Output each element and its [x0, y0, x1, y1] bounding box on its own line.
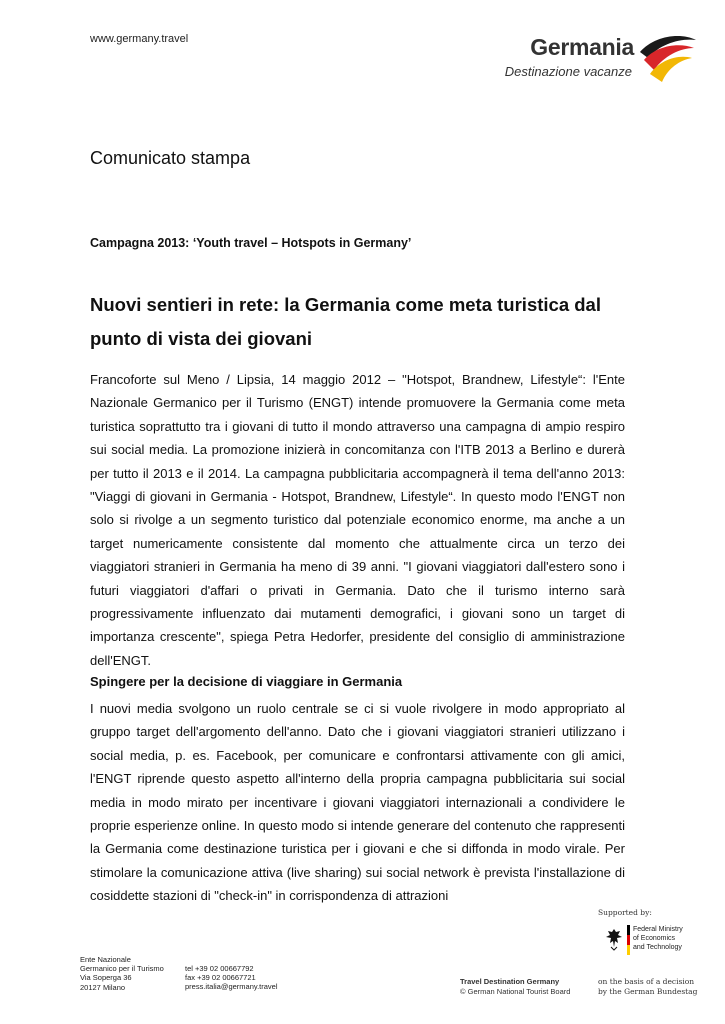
tdg-title: Travel Destination Germany	[460, 977, 560, 986]
campaign-title: Campagna 2013: ‘Youth travel – Hotspots in Germany’	[90, 236, 412, 250]
flag-red	[627, 935, 630, 945]
footer-email[interactable]: press.italia@germany.travel	[185, 982, 278, 992]
footer-city: 20127 Milano	[80, 982, 126, 992]
headline: Nuovi sentieri in rete: la Germania come meta turistica dal punto di vista dei giovani	[90, 294, 601, 349]
flag-gold	[627, 945, 630, 955]
flag-black	[627, 925, 630, 935]
logo-name: Germania	[530, 34, 634, 60]
germania-logo	[500, 34, 700, 86]
section-subheading: Spingere per la decisione di viaggiare in Germania	[90, 674, 403, 689]
footer-org-line-1: Ente Nazionale	[80, 955, 131, 964]
footer-contact	[185, 964, 278, 992]
travel-destination-germany	[460, 977, 570, 996]
ministry-text	[633, 925, 683, 952]
german-flag-bar	[627, 925, 630, 955]
ministry-line-1: Federal Ministry	[633, 926, 683, 933]
federal-eagle-icon	[605, 927, 623, 951]
body-paragraph-1: Francoforte sul Meno / Lipsia, 14 maggio 2012 – "Hotspot, Brandnew, Lifestyle“: l'Ente Nazionale Germanico per il Turismo (ENGT) intende promuovere la Germania come meta turistica soprattutto tra i giovani di tutto il mondo attraverso una campagna di ampio respiro sui social media. La promozione inizierà in concomitanza con l'ITB 2013 a Berlino e durerà per tutto il 2013 e il 2014. La campagna pubblicitaria accompagnerà il tema dell'anno 2013: "Viaggi di giovani in Germania - Hotspot, Brandnew, Lifestyle“. In questo modo l'ENGT non solo si rivolge a un segmento turistico dal potenziale economico enorme, ma anche a un target numericamente consistente dal momento che attualmente circa un terzo dei viaggiatori stranieri in Germania ha meno di 39 anni. "I giovani viaggiatori dall'estero sono i futuri viaggiatori d'affari o privati in Germania. Dato che il turismo interno sarà progressivamente influenzato dai mutamenti demografici, i giovani sono un target di importanza crescente", spiega Petra Hedorfer, presidente del consiglio di amministrazione dell'ENGT.	[90, 372, 625, 668]
body-paragraph-2: I nuovi media svolgono un ruolo centrale se ci si vuole rivolgere in modo appropriato al gruppo target dell'argomento dell'anno. Dato che i giovani viaggiatori stranieri utilizzano i social media, p. es. Facebook, per comunicare e confrontarsi attivamente con gli amici, l'ENGT riprende questo aspetto all'interno della propria campagna pubblicitaria sui social media in modo mirato per incentivare i giovani viaggiatori internazionali a condividere le proprie esperienze online. In questo modo si intende generare del contenuto che rappresenti la Germania come destinazione turistica per i giovani e che si diffonda in modo virale. Per stimolare la comunicazione attiva (live sharing) sui social network è prevista l'installazione di cosiddette stazioni di "check-in" in corrispondenza di attrazioni	[90, 701, 625, 904]
footer-tel: tel +39 02 00667792	[185, 964, 254, 973]
bundestag-line-1: on the basis of a decision	[598, 977, 695, 986]
bundestag-line-2: by the German Bundestag	[598, 986, 698, 996]
tdg-copyright: © German National Tourist Board	[460, 986, 571, 996]
ministry-line-2: of Economics	[633, 935, 676, 942]
logo-swoosh-icon	[636, 30, 700, 86]
website-url: www.germany.travel	[90, 33, 189, 45]
logo-tagline: Destinazione vacanze	[504, 64, 632, 79]
footer-fax: fax +39 02 00667721	[185, 973, 256, 983]
press-release-label: Comunicato stampa	[90, 148, 251, 168]
ministry-line-3: and Technology	[633, 944, 682, 951]
footer-address	[80, 955, 164, 992]
bundestag-note	[598, 977, 697, 996]
footer-org-line-2: Germanico per il Turismo	[80, 964, 164, 974]
supported-by-label: Supported by:	[598, 908, 652, 917]
footer-street: Via Soperga 36	[80, 973, 132, 983]
ministry-logo	[605, 925, 685, 965]
